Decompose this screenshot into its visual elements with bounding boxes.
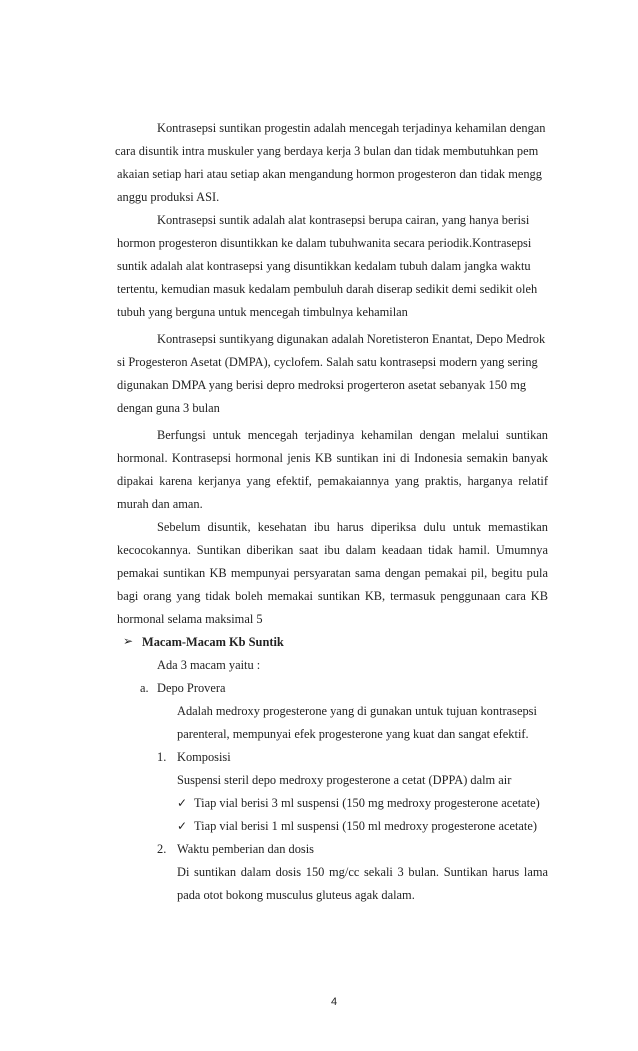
- p2-line-2: hormon progesteron disuntikkan ke dalam tubuhwanita secara periodik.Kontrasepsi: [117, 236, 532, 250]
- page-number: 4: [331, 996, 338, 1008]
- p4-line-3: dipakai karena kerjanya yang efektif, pemakaiannya yang praktis, harganya relatif: [117, 474, 548, 488]
- p3-line-2: si Progesteron Asetat (DMPA), cyclofem. Salah satu kontrasepsi modern yang sering: [117, 355, 538, 369]
- p2-line-5: tubuh yang berguna untuk mencegah timbulnya kehamilan: [117, 305, 408, 319]
- p4-line-1: Berfungsi untuk mencegah terjadinya kehamilan dengan melalui suntikan: [157, 428, 548, 442]
- item-a-marker: a.: [140, 681, 149, 695]
- check-item-1: Tiap vial berisi 3 ml suspensi (150 mg medroxy progesterone acetate): [194, 796, 540, 810]
- p2-line-1: Kontrasepsi suntik adalah alat kontrasepsi berupa cairan, yang hanya berisi: [157, 213, 530, 227]
- checkmark-icon: ✓: [177, 819, 188, 833]
- p5-line-3: pemakai suntikan KB mempunyai persyaratan sama dengan pemakai pil, begitu pula: [117, 566, 548, 580]
- p5-line-2: kecocokannya. Suntikan diberikan saat ibu dalam keadaan tidak hamil. Umumnya: [117, 543, 548, 557]
- arrow-bullet-icon: ➢: [123, 634, 134, 648]
- p4-line-4: murah dan aman.: [117, 497, 203, 511]
- p1-line-4: anggu produksi ASI.: [117, 190, 220, 204]
- item-a-desc-2: parenteral, mempunyai efek progesterone yang kuat dan sangat efektif.: [177, 727, 529, 741]
- check-item-2: Tiap vial berisi 1 ml suspensi (150 ml medroxy progesterone acetate): [194, 819, 537, 833]
- item-a-desc-1: Adalah medroxy progesterone yang di gunakan untuk tujuan kontrasepsi: [177, 704, 537, 718]
- checkmark-icon: ✓: [177, 796, 188, 810]
- p2-line-3: suntik adalah alat kontrasepsi yang disuntikkan kedalam tubuh dalam jangka waktu: [117, 259, 531, 273]
- p5-line-4: bagi orang yang tidak boleh memakai suntikan KB, termasuk penggunaan cara KB: [117, 589, 548, 603]
- p5-line-5: hormonal selama maksimal 5: [117, 612, 263, 626]
- sub2-line-2: pada otot bokong musculus gluteus agak dalam.: [177, 888, 415, 902]
- p1-line-2: cara disuntik intra muskuler yang berdaya kerja 3 bulan dan tidak membutuhkan pem: [115, 144, 539, 158]
- sub2-line-1: Di suntikan dalam dosis 150 mg/cc sekali 3 bulan. Suntikan harus lama: [177, 865, 548, 879]
- sub1-title: Komposisi: [177, 750, 231, 764]
- sub2-marker: 2.: [157, 842, 167, 856]
- item-a-title: Depo Provera: [157, 681, 226, 695]
- section-intro: Ada 3 macam yaitu :: [157, 658, 261, 672]
- section-heading: Macam-Macam Kb Suntik: [142, 635, 284, 649]
- sub1-marker: 1.: [157, 750, 167, 764]
- p3-line-1: Kontrasepsi suntikyang digunakan adalah Noretisteron Enantat, Depo Medrok: [157, 332, 546, 346]
- p5-line-1: Sebelum disuntik, kesehatan ibu harus diperiksa dulu untuk memastikan: [157, 520, 548, 534]
- p3-line-4: dengan guna 3 bulan: [117, 401, 220, 415]
- p1-line-1: Kontrasepsi suntikan progestin adalah mencegah terjadinya kehamilan dengan: [157, 121, 546, 135]
- p4-line-2: hormonal. Kontrasepsi hormonal jenis KB suntikan ini di Indonesia semakin banyak: [117, 451, 548, 465]
- p2-line-4: tertentu, kemudian masuk kedalam pembuluh darah diserap sedikit demi sedikit oleh: [117, 282, 538, 296]
- p3-line-3: digunakan DMPA yang berisi depro medroksi progerteron asetat sebanyak 150 mg: [117, 378, 527, 392]
- sub1-text: Suspensi steril depo medroxy progesterone a cetat (DPPA) dalm air: [177, 773, 512, 787]
- sub2-title: Waktu pemberian dan dosis: [177, 842, 314, 856]
- p1-line-3: akaian setiap hari atau setiap akan mengandung hormon progesteron dan tidak mengg: [117, 167, 542, 181]
